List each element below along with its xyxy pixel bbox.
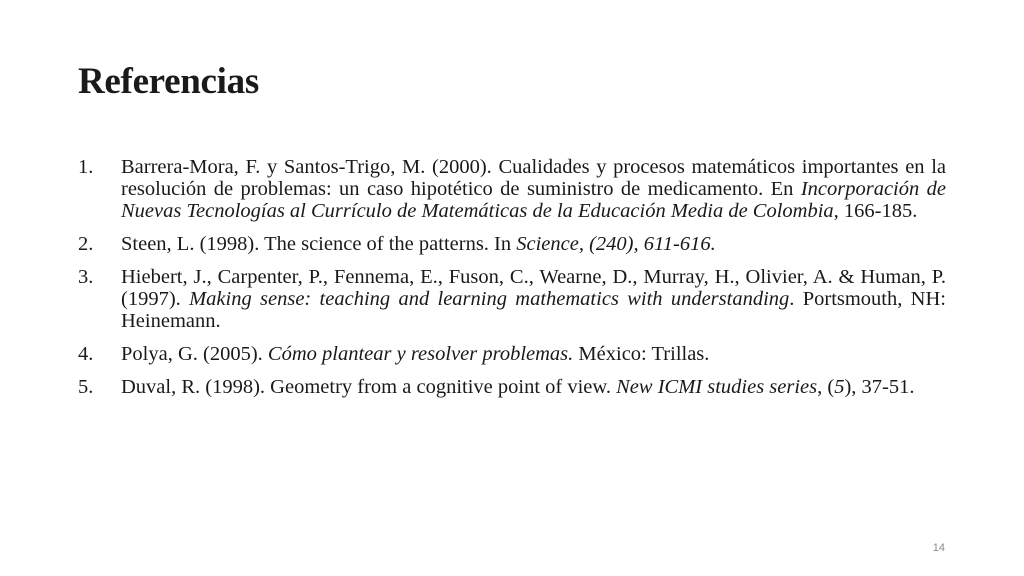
reference-italic-segment: Incorporación de Nuevas Tecnologías al Currículo de Matemáticas de la Educación Media de Colombia bbox=[121, 178, 946, 222]
reference-segment: México: Trillas. bbox=[573, 343, 710, 365]
reference-segment: ), 37-51. bbox=[844, 376, 915, 398]
page-number: 14 bbox=[932, 542, 945, 554]
reference-item bbox=[78, 233, 946, 255]
reference-number: 4. bbox=[78, 343, 94, 365]
reference-item bbox=[78, 156, 946, 222]
reference-number: 1. bbox=[78, 156, 94, 178]
reference-italic-segment: Science, (240), 611-616. bbox=[516, 233, 716, 255]
reference-segment: Polya, G. (2005). bbox=[121, 343, 268, 365]
reference-segment: Duval, R. (1998). Geometry from a cognitive point of view. bbox=[121, 376, 617, 398]
reference-text bbox=[121, 156, 946, 222]
reference-segment: Steen, L. (1998). The science of the patterns. In bbox=[121, 233, 517, 255]
reference-italic-segment: Cómo plantear y resolver problemas. bbox=[267, 343, 574, 365]
page-title: Referencias bbox=[78, 61, 259, 102]
reference-segment: Hiebert, J., Carpenter, P., Fennema, E., Fuson, C., Wearne, D., Murray, H., Olivier, A. & Human, P. (1997). bbox=[121, 266, 946, 310]
reference-segment: . Portsmouth, NH: Heinemann. bbox=[121, 288, 946, 332]
reference-segment: Barrera-Mora, F. y Santos-Trigo, M. (2000). Cualidades y procesos matemáticos importantes en la resolución de problemas: un caso hipotético de suministro de medicamento. En bbox=[121, 156, 946, 200]
reference-number: 5. bbox=[78, 376, 94, 398]
reference-number: 3. bbox=[78, 266, 94, 288]
reference-segment: , ( bbox=[817, 376, 835, 398]
reference-list bbox=[78, 156, 946, 409]
reference-item bbox=[78, 266, 946, 332]
reference-text bbox=[121, 343, 709, 365]
reference-segment: , 166-185. bbox=[833, 200, 918, 222]
reference-italic-segment: Making sense: teaching and learning mathematics with understanding bbox=[189, 288, 790, 310]
reference-italic-segment: New ICMI studies series bbox=[616, 376, 818, 398]
reference-text bbox=[121, 266, 946, 332]
reference-item bbox=[78, 376, 946, 398]
reference-item bbox=[78, 343, 946, 365]
reference-number: 2. bbox=[78, 233, 94, 255]
reference-text bbox=[121, 376, 914, 398]
reference-italic-segment: 5 bbox=[834, 376, 845, 398]
reference-text bbox=[121, 233, 716, 255]
